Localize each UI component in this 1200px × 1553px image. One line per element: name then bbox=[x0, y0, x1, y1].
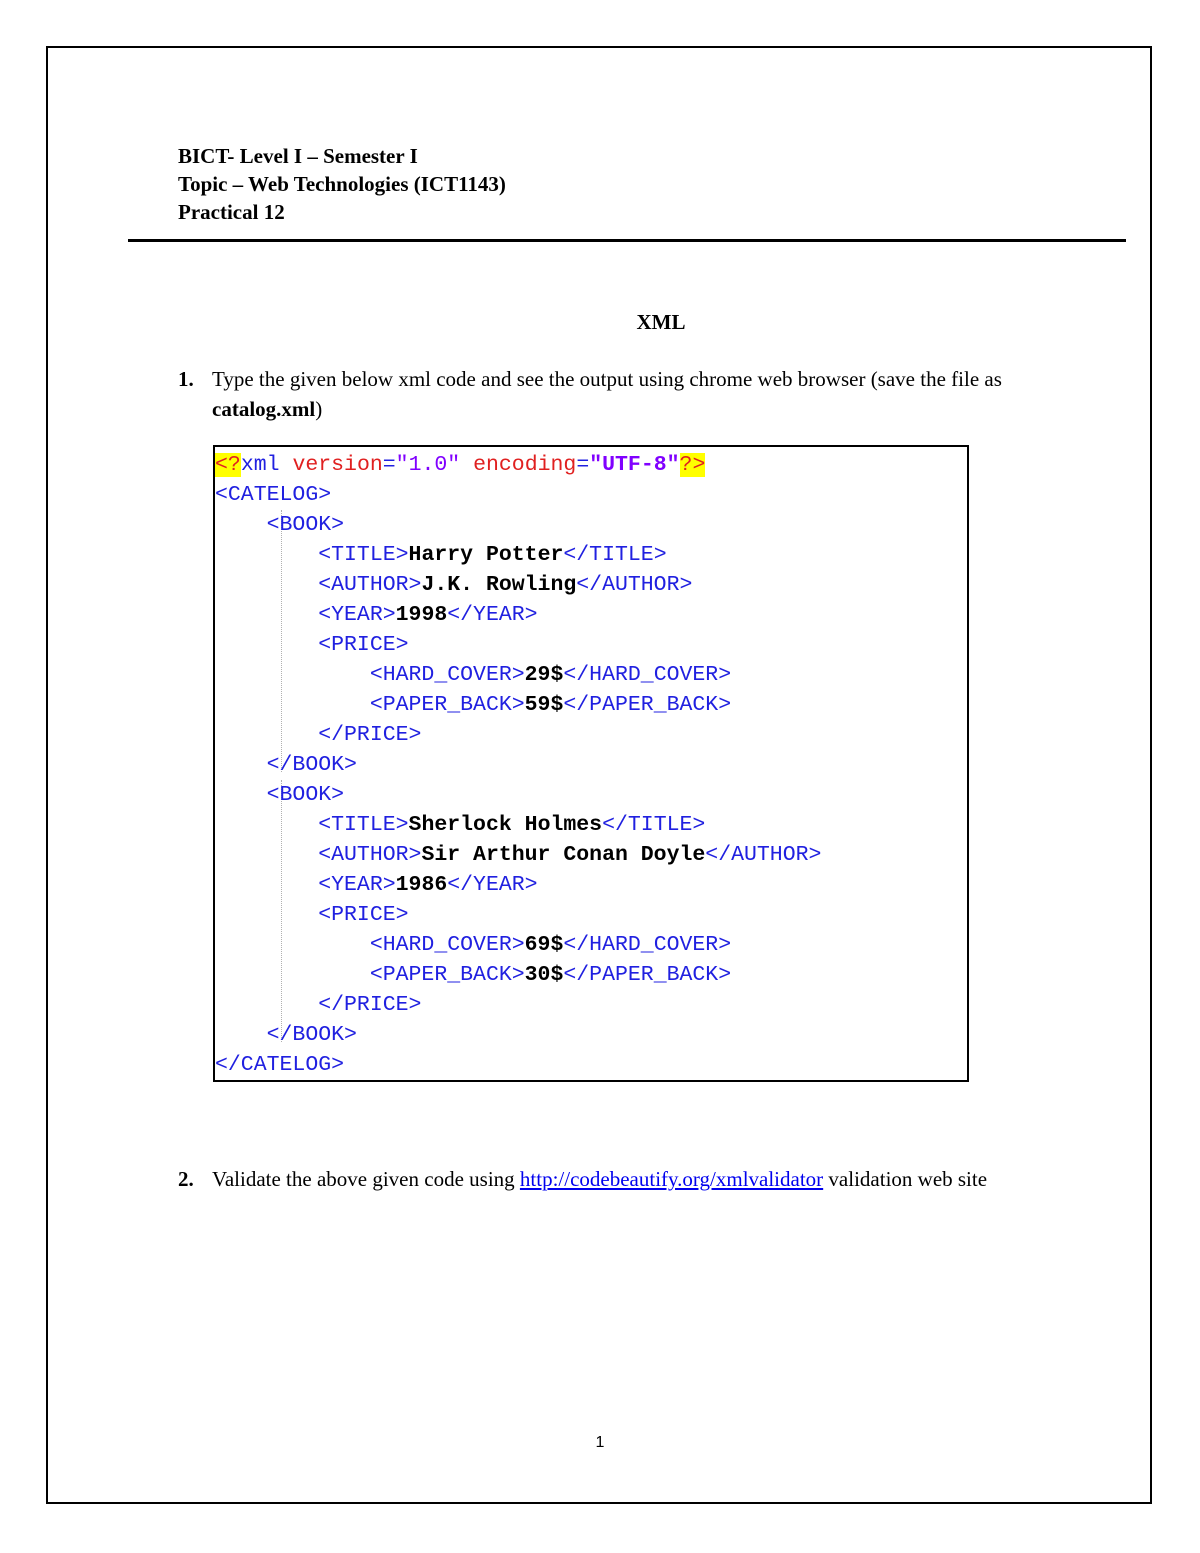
code-line bbox=[215, 930, 967, 960]
xml-code-block bbox=[213, 445, 969, 1082]
code-line bbox=[215, 630, 967, 660]
code-line bbox=[215, 810, 967, 840]
paper-back-open-tag: <PAPER_BACK> bbox=[369, 963, 525, 987]
book-2-author: Sir Arthur Conan Doyle bbox=[421, 843, 706, 867]
book-2-year: 1986 bbox=[395, 873, 448, 897]
price-close-tag: </PRICE> bbox=[318, 723, 422, 747]
attr-encoding-value: "UTF-8" bbox=[589, 453, 680, 477]
book-1-author: J.K. Rowling bbox=[421, 573, 577, 597]
attr-eq: = bbox=[382, 453, 396, 477]
book-1-hard-cover: 29$ bbox=[524, 663, 564, 687]
question-1-closing: ) bbox=[315, 397, 323, 421]
pi-name: xml bbox=[240, 453, 280, 477]
pi-close: ?> bbox=[679, 453, 706, 477]
code-line bbox=[215, 510, 967, 540]
book-2-paper-back: 30$ bbox=[524, 963, 564, 987]
question-2-number: 2. bbox=[178, 1167, 194, 1191]
header-divider bbox=[128, 239, 1126, 242]
code-line bbox=[215, 1050, 967, 1080]
section-title: XML bbox=[636, 310, 686, 334]
code-line bbox=[215, 540, 967, 570]
code-line bbox=[215, 1020, 967, 1050]
author-open-tag: <AUTHOR> bbox=[318, 573, 422, 597]
code-line bbox=[215, 570, 967, 600]
code-line bbox=[215, 690, 967, 720]
author-close-tag: </AUTHOR> bbox=[576, 573, 693, 597]
header-practical: Practical 12 bbox=[178, 200, 285, 224]
year-close-tag: </YEAR> bbox=[447, 603, 538, 627]
author-close-tag: </AUTHOR> bbox=[705, 843, 822, 867]
hard-cover-close-tag: </HARD_COVER> bbox=[563, 663, 732, 687]
attr-encoding: encoding bbox=[473, 453, 577, 477]
code-line bbox=[215, 900, 967, 930]
book-2-title: Sherlock Holmes bbox=[408, 813, 603, 837]
paper-back-close-tag: </PAPER_BACK> bbox=[563, 693, 732, 717]
code-line bbox=[215, 990, 967, 1020]
code-line bbox=[215, 960, 967, 990]
book-open-tag: <BOOK> bbox=[266, 513, 345, 537]
document-header bbox=[178, 142, 506, 226]
book-close-tag: </BOOK> bbox=[266, 753, 357, 777]
book-open-tag: <BOOK> bbox=[266, 783, 345, 807]
year-open-tag: <YEAR> bbox=[318, 603, 396, 627]
title-open-tag: <TITLE> bbox=[318, 543, 409, 567]
pi-open: <? bbox=[215, 453, 241, 477]
book-1-paper-back: 59$ bbox=[524, 693, 564, 717]
book-close-tag: </BOOK> bbox=[266, 1023, 357, 1047]
book-1-title: Harry Potter bbox=[408, 543, 564, 567]
code-line bbox=[215, 840, 967, 870]
code-line bbox=[215, 750, 967, 780]
attr-eq: = bbox=[576, 453, 590, 477]
author-open-tag: <AUTHOR> bbox=[318, 843, 422, 867]
price-close-tag: </PRICE> bbox=[318, 993, 422, 1017]
question-2-closing: validation web site bbox=[823, 1167, 988, 1191]
paper-back-close-tag: </PAPER_BACK> bbox=[563, 963, 732, 987]
code-line bbox=[215, 780, 967, 810]
price-open-tag: <PRICE> bbox=[318, 903, 409, 927]
year-close-tag: </YEAR> bbox=[447, 873, 538, 897]
code-line bbox=[215, 720, 967, 750]
question-1-instruction: Type the given below xml code and see the output using chrome web browser (save the file as bbox=[212, 367, 1002, 391]
title-close-tag: </TITLE> bbox=[563, 543, 667, 567]
header-topic: Topic – Web Technologies (ICT1143) bbox=[178, 172, 506, 196]
catelog-close-tag: </CATELOG> bbox=[215, 1053, 345, 1077]
year-open-tag: <YEAR> bbox=[318, 873, 396, 897]
header-course: BICT- Level I – Semester I bbox=[178, 144, 418, 168]
question-1-text bbox=[212, 364, 1112, 424]
question-1-number: 1. bbox=[178, 367, 194, 391]
attr-version-value: "1.0" bbox=[395, 453, 461, 477]
code-line bbox=[215, 480, 967, 510]
code-line bbox=[215, 870, 967, 900]
price-open-tag: <PRICE> bbox=[318, 633, 409, 657]
question-2-text bbox=[212, 1164, 1062, 1194]
code-line bbox=[215, 660, 967, 690]
code-line-declaration bbox=[215, 450, 967, 480]
catelog-open-tag: <CATELOG> bbox=[215, 483, 332, 507]
paper-back-open-tag: <PAPER_BACK> bbox=[369, 693, 525, 717]
question-1-filename: catalog.xml bbox=[212, 397, 316, 421]
book-1-year: 1998 bbox=[395, 603, 448, 627]
title-open-tag: <TITLE> bbox=[318, 813, 409, 837]
page-number: 1 bbox=[595, 1434, 605, 1451]
attr-version: version bbox=[292, 453, 383, 477]
hard-cover-open-tag: <HARD_COVER> bbox=[369, 663, 525, 687]
hard-cover-open-tag: <HARD_COVER> bbox=[369, 933, 525, 957]
book-2-hard-cover: 69$ bbox=[524, 933, 564, 957]
hard-cover-close-tag: </HARD_COVER> bbox=[563, 933, 732, 957]
validator-link[interactable]: http://codebeautify.org/xmlvalidator bbox=[519, 1167, 824, 1191]
code-line bbox=[215, 600, 967, 630]
title-close-tag: </TITLE> bbox=[602, 813, 706, 837]
question-2-instruction: Validate the above given code using bbox=[212, 1167, 520, 1191]
